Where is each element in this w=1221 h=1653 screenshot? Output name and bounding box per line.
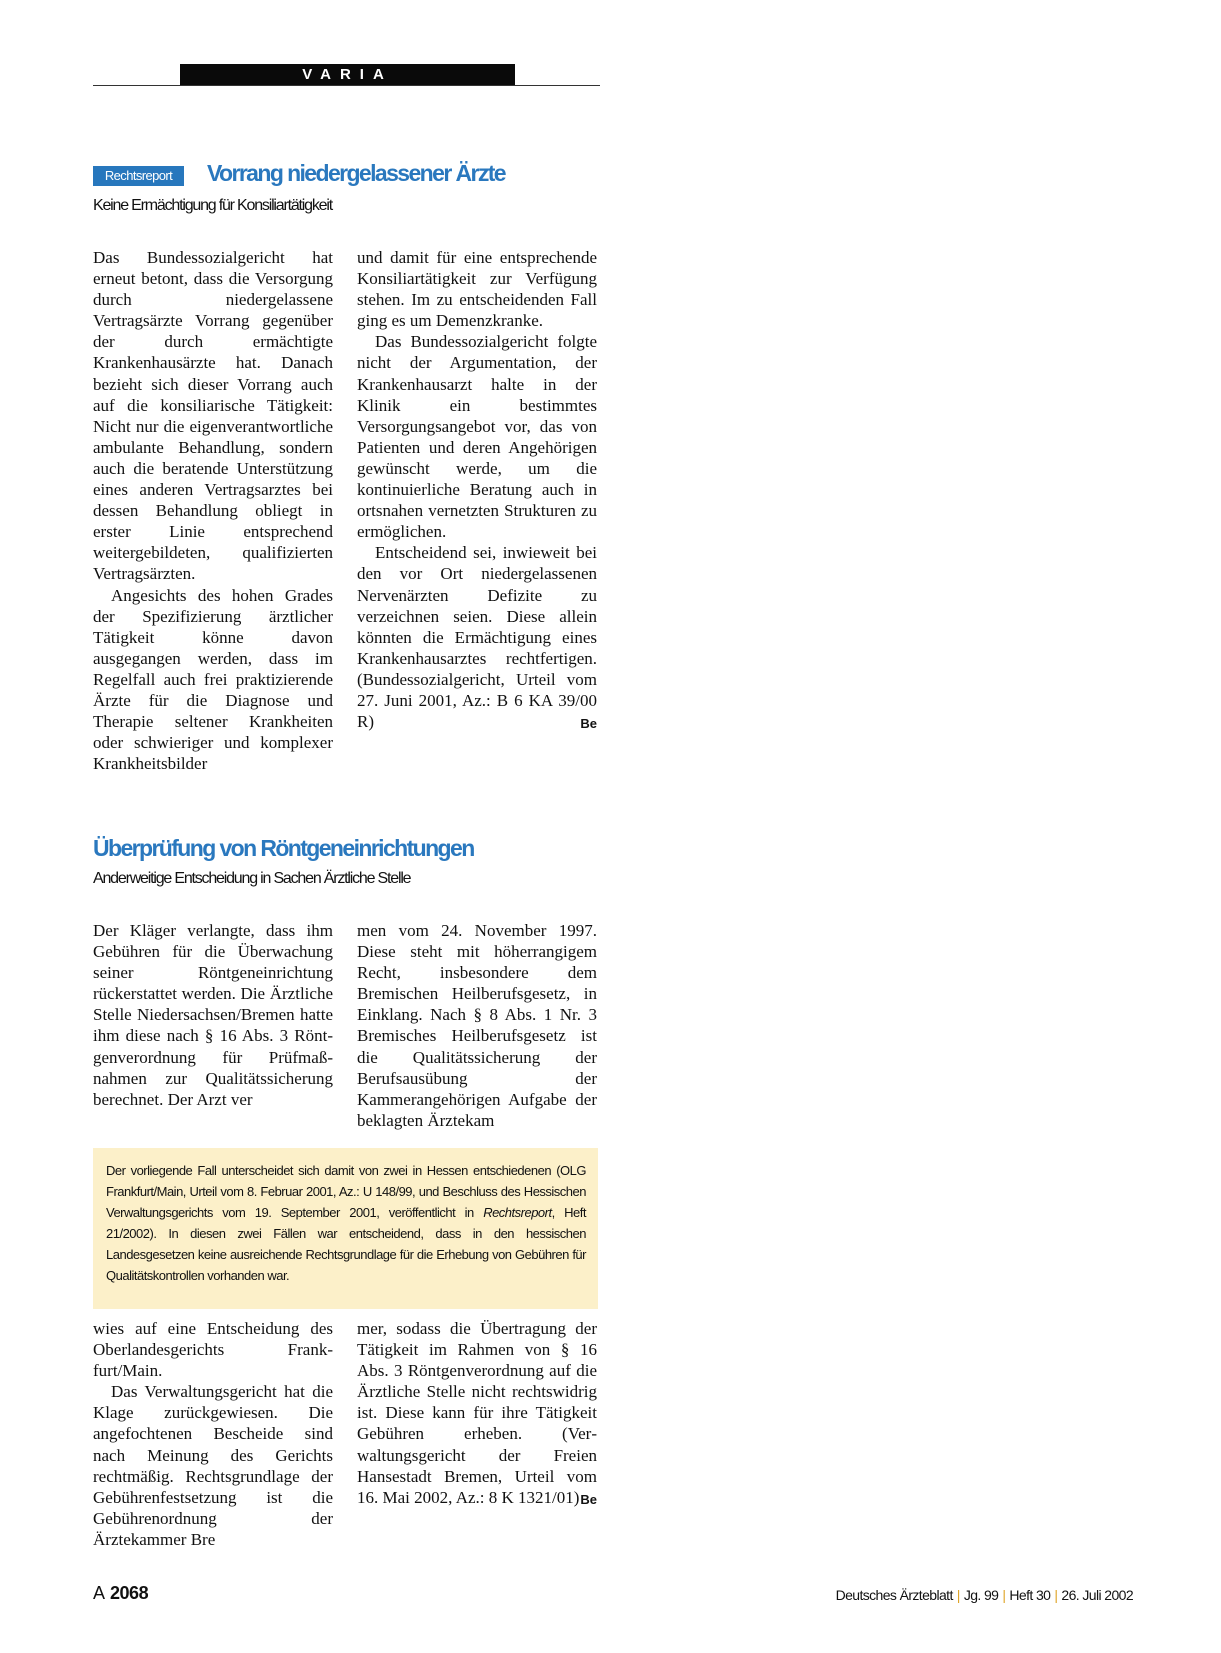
paragraph bbox=[357, 542, 597, 732]
paragraph: Angesichts des hohen Grades der Spezifizierung ärztlicher Tätigkeit könne davon ausgegangen werden, dass im Regelfall auch frei praktizierende Ärzte für die Diagnose und Therapie seltener Krankheiten oder schwieriger und komplexer Krankheitsbilder bbox=[93, 585, 333, 774]
article1-left-column bbox=[93, 247, 333, 774]
journal-issue: Heft 30 bbox=[1009, 1587, 1051, 1603]
section-header: VARIA bbox=[180, 64, 515, 85]
article2-title: Überprüfung von Röntgeneinrichtungen bbox=[93, 835, 474, 861]
article2-left-column-continued bbox=[93, 1318, 333, 1550]
paragraph: Das Bundessozialgericht hat erneut betont, dass die Versorgung durch niedergelassene Vertragsärzte Vorrang gegenüber der durch ermächtigte Krankenhausärzte hat. Danach bezieht sich dieser Vorrang auch auf die konsiliarische Tätigkeit: Nicht nur die eigenverantwortliche ambulante Behandlung, sondern auch die beratende Unterstützung eines anderen Vertragsarztes bei dessen Behandlung obliegt in erster Linie entsprechend weitergebildeten, qualifizierten Vertragsärzten. bbox=[93, 248, 333, 584]
box-text-italic: Rechtsreport bbox=[483, 1205, 552, 1220]
paragraph-text: Entscheidend sei, inwieweit bei den vor Ort niedergelassenen Nervenärzten Defizite zu verzeichnen seien. Diese allein könnten die Ermächtigung eines Krankenhausarztes rechtfertigen. (Bundessozialgericht, Urteil vom 27. Juni 2001, Az.: B 6 KA 39/00 R) bbox=[357, 543, 597, 732]
box-text-part: Der vorliegende Fall unterscheidet sich damit von zwei in Hessen entschiedenen (OLG Frankfurt/Main, Urteil vom 8. Februar 2001, Az.: U 148/99, und Beschluss des Hessischen Verwaltungsgerichts vom 19. September 2001, veröffentlicht in bbox=[106, 1163, 586, 1220]
article1-right-column bbox=[357, 247, 597, 734]
paragraph: Das Bundessozialgericht folgte nicht der Argumentation, der Krankenhausarzt halte in der Klinik ein bestimmtes Versorgungsangebot vor, das von Patienten und deren Angehörigen gewünscht werde, um die kontinuierliche Beratung auch in ortsnahen vernetzten Strukturen zu ermöglichen. bbox=[357, 332, 597, 542]
footer-separator: | bbox=[1002, 1587, 1006, 1603]
header-rule bbox=[93, 85, 600, 86]
article2-left-column bbox=[93, 920, 333, 1110]
author-signature: Be bbox=[580, 716, 597, 732]
page-prefix: A bbox=[93, 1583, 106, 1603]
paragraph-text: mer, sodass die Übertragung der Tätigkeit im Rahmen von § 16 Abs. 3 Röntgenverordnung auf die Ärztliche Stelle nicht rechtswidrig ist. Diese kann für ihre Tätigkeit Gebühren erheben. (Verwaltungsgericht der Freien Hansestadt Bremen, Urteil vom 16. Mai 2002, Az.: 8 K 1321/01) bbox=[357, 1319, 597, 1507]
journal-date: 26. Juli 2002 bbox=[1061, 1587, 1133, 1603]
author-signature: Be bbox=[580, 1491, 597, 1507]
paragraph: und damit für eine entsprechende Konsiliartätigkeit zur Verfügung stehen. Im zu entscheidenden Fall ging es um Demenzkranke. bbox=[357, 248, 597, 331]
highlight-box bbox=[93, 1148, 598, 1309]
footer-separator: | bbox=[956, 1587, 960, 1603]
highlight-box-text bbox=[106, 1160, 586, 1286]
article1-subtitle: Keine Ermächtigung für Konsiliartätigkeit bbox=[93, 197, 332, 214]
paragraph: Der Kläger verlangte, dass ihm Gebühren für die Überwachung seiner Röntgeneinrichtung rückerstattet werden. Die Ärztliche Stelle Niedersachsen/Bremen hatte ihm diese nach § 16 Abs. 3 Röntgenverordnung für Prüfmaßnahmen zur Qualitätssicherung berechnet. Der Arzt ver bbox=[93, 921, 333, 1109]
article2-right-column bbox=[357, 920, 597, 1131]
paragraph: Das Verwaltungsgericht hat die Klage zurückgewiesen. Die angefochtenen Bescheide sind nach Meinung des Gerichts rechtmäßig. Rechtsgrundlage der Gebührenfestsetzung ist die Gebührenordnung der Ärztekammer Bre bbox=[93, 1382, 333, 1549]
paragraph: wies auf eine Entscheidung des Oberlandesgerichts Frankfurt/Main. bbox=[93, 1319, 333, 1381]
box-text-part: , Heft 21/2002). In diesen zwei Fällen war entscheidend, dass in den hessischen Landesgesetzen keine ausreichende Rechtsgrundlage für die Erhebung von Gebühren für Qualitätskontrollen vorhanden war. bbox=[106, 1205, 586, 1283]
journal-volume: Jg. 99 bbox=[963, 1587, 999, 1603]
paragraph bbox=[357, 1318, 597, 1508]
page-number-value: 2068 bbox=[110, 1583, 149, 1603]
article1-title: Vorrang niedergelassener Ärzte bbox=[207, 160, 505, 186]
article2-subtitle: Anderweitige Entscheidung in Sachen Ärztliche Stelle bbox=[93, 870, 411, 887]
rubric-label: Rechtsreport bbox=[93, 166, 184, 186]
paragraph: men vom 24. November 1997. Diese steht mit höherrangigem Recht, insbesondere dem Bremischen Heilberufsgesetz, in Einklang. Nach § 8 Abs. 1 Nr. 3 Bremisches Heilberufsgesetz ist die Qualitätssicherung der Berufsausübung der Kammerangehörigen Aufgabe der beklagten Ärztekam bbox=[357, 921, 597, 1130]
footer-separator: | bbox=[1054, 1587, 1058, 1603]
journal-name: Deutsches Ärzteblatt bbox=[835, 1587, 953, 1603]
article2-right-column-continued bbox=[357, 1318, 597, 1510]
journal-footer bbox=[836, 1587, 1133, 1603]
page-number bbox=[93, 1583, 148, 1604]
